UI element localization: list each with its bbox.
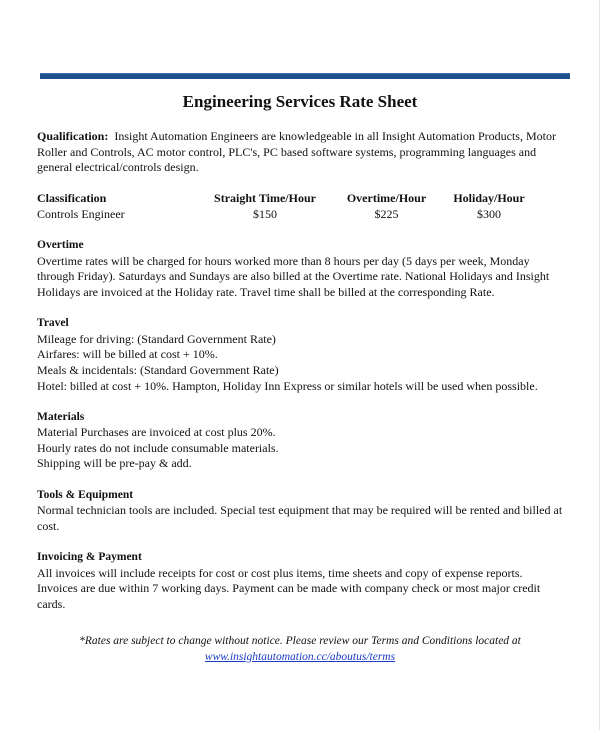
section-line: Meals & incidentals: (Standard Government Rate) (37, 362, 279, 377)
document-body (37, 129, 567, 628)
header-overtime: Overtime/Hour (346, 191, 427, 206)
section-line: Overtime rates will be charged for hours worked more than 8 hours per day (5 days per week, Monday through Friday). Saturdays and Sundays are also billed at the Overtime rate. National Holidays and Insight Holidays are invoiced at the Holiday rate. Travel time shall be billed at the corresponding Rate. (37, 253, 550, 299)
footnote-text: *Rates are subject to change without notice. Please review our Terms and Conditions located at (79, 635, 521, 647)
section-line: Airfares: will be billed at cost + 10%. (37, 347, 218, 362)
cell-straight-time: $150 (253, 206, 277, 221)
qualification-label: Qualification: (37, 129, 109, 143)
section-line: Hotel: billed at cost + 10%. Hampton, Holiday Inn Express or similar hotels will be used when possible. (37, 378, 538, 393)
header-straight-time: Straight Time/Hour (214, 191, 316, 206)
section-travel (37, 316, 567, 394)
section-heading: Travel (37, 317, 69, 330)
header-rule (40, 73, 570, 79)
rate-table (37, 191, 567, 222)
footnote (0, 634, 600, 665)
table-row (37, 207, 567, 223)
rate-table-header (37, 191, 567, 207)
section-line: Invoices are due within 7 working days. Payment can be made with company check or most major credit cards. (37, 581, 541, 611)
cell-classification: Controls Engineer (37, 206, 125, 221)
qualification-text: Insight Automation Engineers are knowledgeable in all Insight Automation Products, Motor Roller and Controls, AC motor control, PLC's, PC based software systems, programming languages and general electrical/controls design. (37, 129, 556, 175)
header-classification: Classification (37, 191, 107, 206)
section-line: Normal technician tools are included. Special test equipment that may be required will be rented and billed at cost. (37, 503, 563, 533)
document-title: Engineering Services Rate Sheet (182, 92, 418, 111)
section-line: All invoices will include receipts for cost or cost plus items, time sheets and copy of expense reports. (37, 565, 523, 580)
section-invoicing-payment (37, 550, 567, 612)
section-overtime (37, 238, 567, 300)
section-heading: Materials (37, 410, 85, 423)
section-heading: Tools & Equipment (37, 488, 134, 501)
section-tools-equipment (37, 488, 567, 535)
qualification-paragraph (37, 129, 567, 176)
section-heading: Invoicing & Payment (37, 551, 142, 564)
section-line: Material Purchases are invoiced at cost plus 20%. (37, 425, 276, 440)
section-heading: Overtime (37, 239, 84, 252)
section-line: Mileage for driving: (Standard Government Rate) (37, 331, 276, 346)
cell-overtime: $225 (374, 206, 399, 221)
section-line: Shipping will be pre-pay & add. (37, 456, 192, 471)
cell-holiday: $300 (477, 206, 501, 221)
section-materials (37, 410, 567, 472)
terms-link[interactable]: www.insightautomation.cc/aboutus/terms (204, 650, 396, 663)
header-holiday: Holiday/Hour (453, 191, 525, 206)
section-line: Hourly rates do not include consumable materials. (37, 440, 279, 455)
